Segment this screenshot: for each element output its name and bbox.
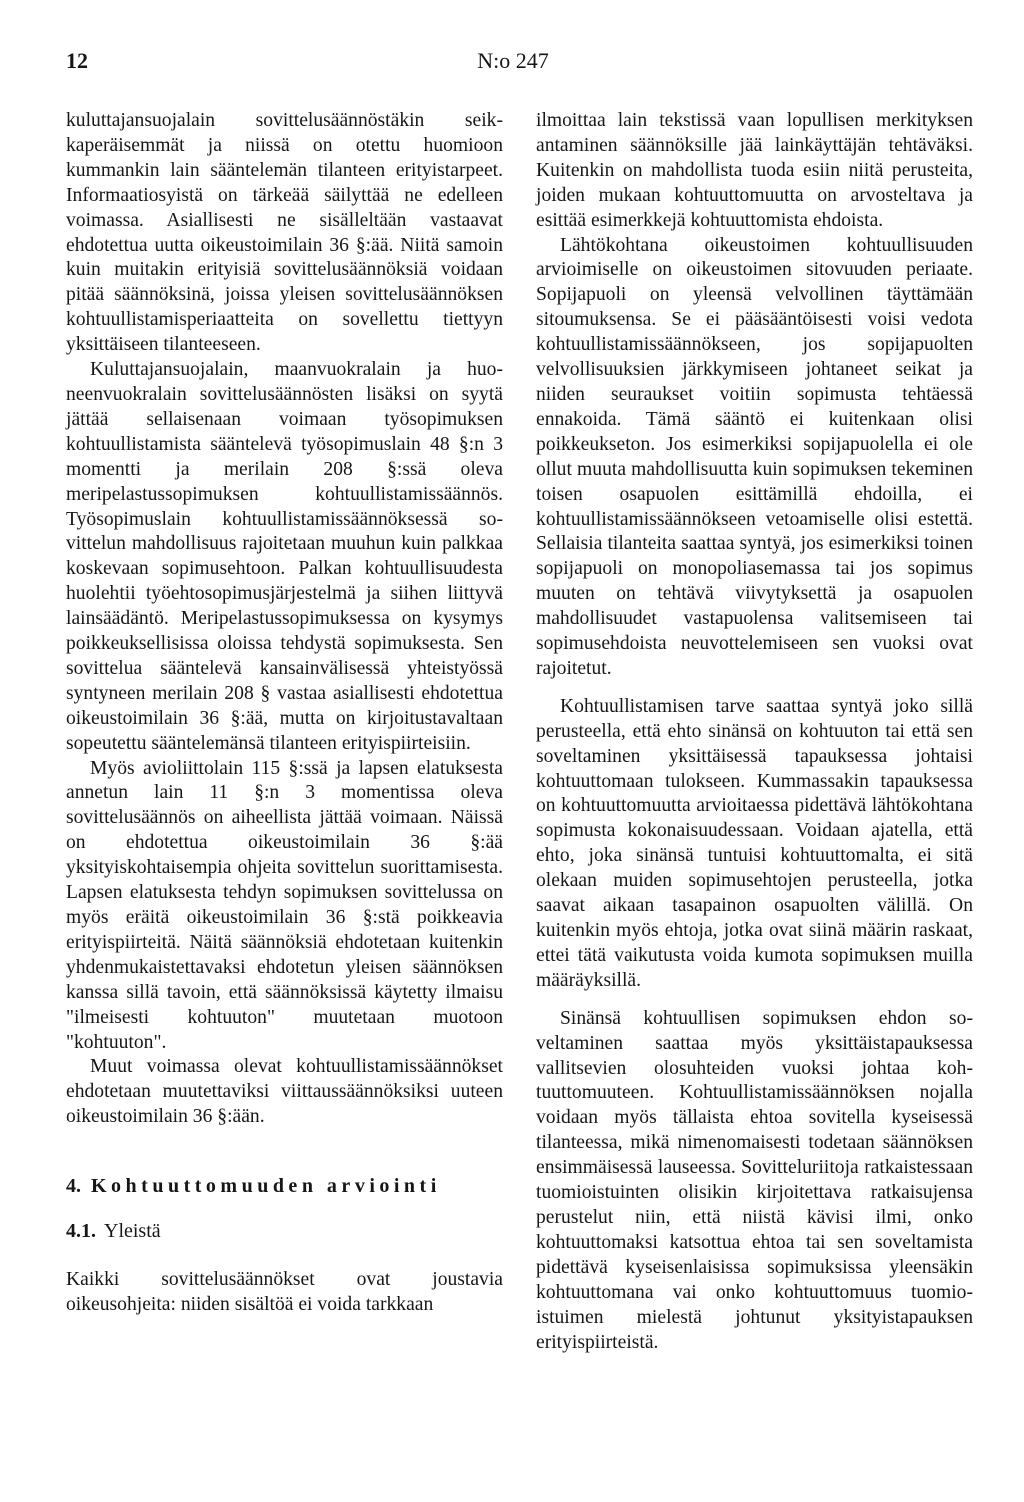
page-number: 12 [66,48,88,73]
subsection-heading [66,1219,503,1244]
paragraph: ilmoittaa lain tekstissä vaan lopullisen merkityksen antaminen säännöksille jää lainkäyttäjän tehtäväksi. Kuitenkin on mahdollista tuoda esiin niitä perusteita, joiden mukaan kohtuuttomuutta on arvosteltava ja esittää esimerkkejä kohtuuttomista ehdoista. [536,110,973,231]
paragraph: Muut voimassa olevat kohtuullistamissäännökset ehdotetaan muutettaviksi viittaussäännöksiksi uuteen oikeustoimilain 36 §:ään. [66,1056,503,1128]
paragraph: Kohtuullistamisen tarve saattaa syntyä joko sillä perusteella, että ehto sinänsä on kohtuuton tai että sen soveltaminen yksittäisessä tapauksessa johtaisi kohtuuttomaan tulokseen. Kummassakin tapauksessa on kohtuuttomuutta arvioitaessa pidettävä lähtökohtana sopimusta kokonaisuudessaan. Voidaan ajatella, että ehto, joka sinänsä tuntuisi kohtuuttomalta, ei sitä olekaan muiden sopimusehtojen perusteella, jotka saavat aikaan tasapainon osapuolten välillä. On kuitenkin myös ehtoja, jotka ovat siinä määrin raskaat, ettei tätä vaikutusta voida kumota sopimuksen muilla määräyksillä. [536,695,973,991]
page-header [66,48,960,82]
subsection-number: 4.1. [66,1220,96,1243]
right-column [536,109,973,1355]
paragraph: Myös avioliittolain 115 §:ssä ja lapsen elatuksesta annetun lain 11 §:n 3 momentissa oleva sovittelusäännös on aiheellista jättää voimaan. Näissä on ehdotettua oikeustoimilain 36 §:ää yksityiskohtaisempia ohjeita sovittelun suorittamisesta. Lapsen elatuksesta tehdyn sopimuksen sovittelussa on myös eräitä oikeustoimilain 36 §:stä poikkeavia erityispiirteitä. Näitä säännöksiä ehdotetaan kuitenkin yhdenmukaistettavaksi ehdotetun yleisen säännöksen kanssa sillä tavoin, että säännöksissä käytetty ilmaisu "ilmeisesti kohtuuton" muutetaan muotoon "kohtuuton". [66,757,503,1053]
left-column [66,109,503,1318]
paragraph: kuluttajansuojalain sovittelusäännöstäkin seikkaperäisemmät ja niissä on otettu huomioon kummankin lain sääntelemän tilanteen erityistarpeet. Informaatiosyistä on tärkeää säilyttää ne edelleen voimassa. Asiallisesti ne sisälleltään vastaavat ehdotettua uutta oikeustoimilain 36 §:ää. Niitä samoin kuin muitakin erityisiä sovittelusäännöksiä voidaan pitää säännöksinä, joissa yleisen sovittelusäännöksen kohtuullistamisperiaatteita on sovellettu tiettyyn yksittäiseen tilanteeseen. [66,110,503,356]
document-number: N:o 247 [477,48,549,73]
subsection-title: Yleistä [104,1220,161,1243]
section-heading [66,1174,503,1199]
paragraph: Lähtökohtana oikeustoimen kohtuullisuuden arvioimiselle on oikeustoimen sitovuuden periaate. Sopijapuoli on yleensä velvollinen täyttämään sitoumuksensa. Se ei pääsääntöisesti voisi vedota kohtuullistamissäännökseen, jos sopijapuolten velvollisuuksien järkkymiseen johtaneet seikat ja niiden seuraukset voitiin sopimusta tehtäessä ennakoida. Tämä sääntö ei kuitenkaan olisi poikkeukseton. Jos esimerkiksi sopijapuolella ei ole ollut muuta mahdollisuutta kuin sopimuksen tekeminen toisen osapuolen esittämillä ehdoilla, ei kohtuullistamissäännökseen vetoamiselle olisi estettä. Sellaisia tilanteita saattaa syntyä, jos esimerkiksi toinen sopijapuoli on monopoliasemassa tai jos sopimus muuten on tehtävä viivytyksettä ja osapuolen mahdollisuudet vastapuolensa valitsemiseen tai sopimusehdoista neuvottelemiseen sen vuoksi ovat rajoitetut. [536,234,973,679]
paragraph: Sinänsä kohtuullisen sopimuksen ehdon soveltaminen saattaa myös yksittäistapauksessa vallitsevien olosuhteiden vuoksi johtaa kohtuuttomuuteen. Kohtuullistamissäännöksen nojalla voidaan myös tällaista ehtoa sovitella kyseisessä tilanteessa, mikä nimenomaisesti todetaan säännöksen ensimmäisessä lauseessa. Sovitteluriitoja ratkaistessaan tuomioistuinten olisikin kirjoitettava ratkaisujensa perustelut niin, että niistä kävisi ilmi, onko kohtuuttomaksi katsottua ehtoa tai sen soveltamista pidettävä kyseisenlaisissa sopimuksissa yleensäkin kohtuuttomana vai onko kohtuuttomuus tuomioistuimen mielestä johtunut yksityistapauksen erityispiirteistä. [536,1007,973,1353]
section-title: Kohtuuttomuuden arviointi [91,1175,441,1198]
paragraph: Kaikki sovittelusäännökset ovat joustavia oikeusohjeita: niiden sisältöä ei voida tarkkaan [66,1268,503,1315]
section-number: 4. [66,1175,81,1198]
paragraph: Kuluttajansuojalain, maanvuokralain ja huoneenvuokralain sovittelusäännösten lisäksi on syytä jättää sellaisenaan voimaan työsopimuksen kohtuullistamista sääntelevä työsopimuslain 48 §:n 3 momentti ja merilain 208 §:ssä oleva meripelastussopimuksen kohtuullistamissäännös. Työsopimuslain kohtuullistamissäännöksessä sovittelun mahdollisuus rajoitetaan muuhun kuin palkkaa koskevaan sopimusehtoon. Palkan kohtuullisuudesta huolehtii työehtosopimusjärjestelmä ja siihen liittyvä lainsäädäntö. Meripelastussopimuksessa on kysymys poikkeuksellisissa oloissa tehdystä sopimuksesta. Sen sovittelua sääntelevä kansainvälisessä yhteistyössä syntyneen merilain 208 § vastaa asiallisesti ehdotettua oikeustoimilain 36 §:ää, mutta on kirjoitustavaltaan sopeutettu sääntelemänsä tilanteen erityispiirteisiin. [66,359,503,754]
